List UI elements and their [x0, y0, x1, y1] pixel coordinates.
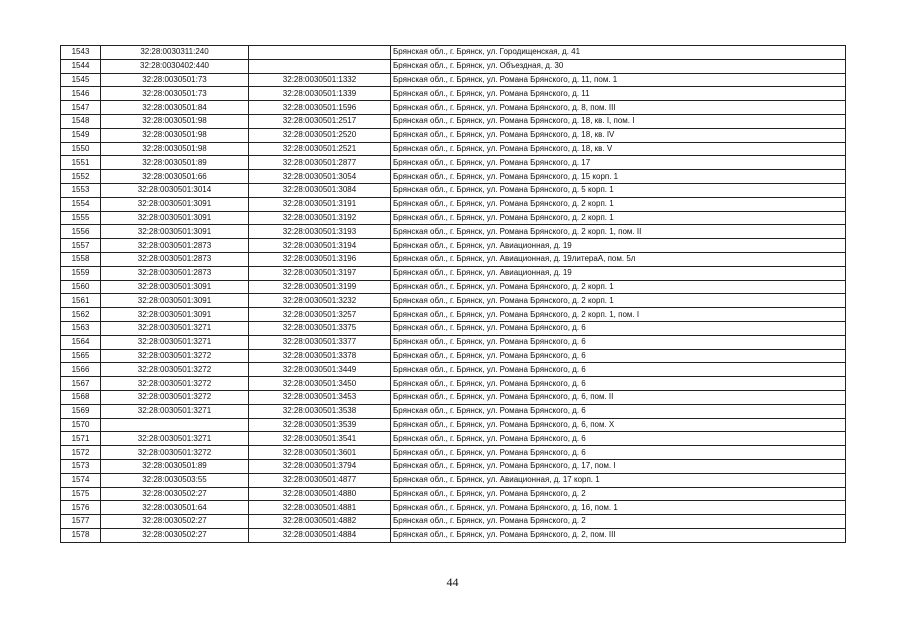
row-number-cell: 1552	[61, 170, 101, 184]
row-number-cell: 1548	[61, 114, 101, 128]
table-row	[61, 128, 846, 142]
row-number-cell: 1570	[61, 418, 101, 432]
object-number-cell: 32:28:0030501:3450	[249, 377, 391, 391]
address-cell: Брянская обл., г. Брянск, ул. Романа Брянского, д. 5 корп. 1	[391, 183, 846, 197]
row-number-cell: 1559	[61, 266, 101, 280]
table-row	[61, 73, 846, 87]
row-number-cell: 1567	[61, 377, 101, 391]
object-number-cell: 32:28:0030501:2520	[249, 128, 391, 142]
parcel-number-cell: 32:28:0030501:64	[101, 501, 249, 515]
row-number-cell: 1562	[61, 308, 101, 322]
table-row	[61, 377, 846, 391]
address-cell: Брянская обл., г. Брянск, ул. Романа Брянского, д. 2 корп. 1, пом. I	[391, 308, 846, 322]
object-number-cell: 32:28:0030501:1332	[249, 73, 391, 87]
object-number-cell: 32:28:0030501:3257	[249, 308, 391, 322]
object-number-cell: 32:28:0030501:3197	[249, 266, 391, 280]
object-number-cell: 32:28:0030501:3377	[249, 335, 391, 349]
table-row	[61, 211, 846, 225]
row-number-cell: 1561	[61, 294, 101, 308]
row-number-cell: 1563	[61, 321, 101, 335]
parcel-number-cell: 32:28:0030501:2873	[101, 252, 249, 266]
table-row	[61, 501, 846, 515]
address-cell: Брянская обл., г. Брянск, ул. Романа Брянского, д. 6	[391, 321, 846, 335]
parcel-number-cell: 32:28:0030501:3272	[101, 446, 249, 460]
table-row	[61, 418, 846, 432]
table-row	[61, 225, 846, 239]
table-row	[61, 87, 846, 101]
address-cell: Брянская обл., г. Брянск, ул. Романа Брянского, д. 6	[391, 349, 846, 363]
address-cell: Брянская обл., г. Брянск, ул. Романа Брянского, д. 18, кв. IV	[391, 128, 846, 142]
row-number-cell: 1556	[61, 225, 101, 239]
row-number-cell: 1555	[61, 211, 101, 225]
row-number-cell: 1550	[61, 142, 101, 156]
row-number-cell: 1572	[61, 446, 101, 460]
row-number-cell: 1568	[61, 390, 101, 404]
row-number-cell: 1575	[61, 487, 101, 501]
row-number-cell: 1549	[61, 128, 101, 142]
table-row	[61, 252, 846, 266]
parcel-number-cell: 32:28:0030501:73	[101, 73, 249, 87]
address-cell: Брянская обл., г. Брянск, ул. Романа Брянского, д. 6	[391, 432, 846, 446]
table-row	[61, 335, 846, 349]
parcel-number-cell: 32:28:0030501:3272	[101, 377, 249, 391]
table-row	[61, 390, 846, 404]
property-table	[60, 45, 846, 543]
address-cell: Брянская обл., г. Брянск, ул. Романа Брянского, д. 2	[391, 515, 846, 529]
table-row	[61, 515, 846, 529]
object-number-cell: 32:28:0030501:2521	[249, 142, 391, 156]
table-row	[61, 528, 846, 542]
parcel-number-cell: 32:28:0030501:3014	[101, 183, 249, 197]
table-row	[61, 239, 846, 253]
row-number-cell: 1569	[61, 404, 101, 418]
object-number-cell: 32:28:0030501:3191	[249, 197, 391, 211]
object-number-cell	[249, 59, 391, 73]
address-cell: Брянская обл., г. Брянск, ул. Городищенская, д. 41	[391, 46, 846, 60]
parcel-number-cell: 32:28:0030501:98	[101, 128, 249, 142]
address-cell: Брянская обл., г. Брянск, ул. Авиационная, д. 19литераА, пом. 5л	[391, 252, 846, 266]
address-cell: Брянская обл., г. Брянск, ул. Романа Брянского, д. 18, кв. I, пом. I	[391, 114, 846, 128]
parcel-number-cell: 32:28:0030501:66	[101, 170, 249, 184]
address-cell: Брянская обл., г. Брянск, ул. Романа Брянского, д. 6, пом. X	[391, 418, 846, 432]
table-row	[61, 197, 846, 211]
row-number-cell: 1564	[61, 335, 101, 349]
row-number-cell: 1545	[61, 73, 101, 87]
row-number-cell: 1547	[61, 101, 101, 115]
table-row	[61, 349, 846, 363]
parcel-number-cell: 32:28:0030501:3271	[101, 321, 249, 335]
address-cell: Брянская обл., г. Брянск, ул. Романа Брянского, д. 2 корп. 1	[391, 211, 846, 225]
object-number-cell: 32:28:0030501:4881	[249, 501, 391, 515]
row-number-cell: 1565	[61, 349, 101, 363]
address-cell: Брянская обл., г. Брянск, ул. Романа Брянского, д. 2 корп. 1	[391, 197, 846, 211]
object-number-cell: 32:28:0030501:3194	[249, 239, 391, 253]
row-number-cell: 1578	[61, 528, 101, 542]
parcel-number-cell: 32:28:0030501:84	[101, 101, 249, 115]
object-number-cell: 32:28:0030501:3378	[249, 349, 391, 363]
object-number-cell: 32:28:0030501:4877	[249, 473, 391, 487]
parcel-number-cell	[101, 418, 249, 432]
parcel-number-cell: 32:28:0030501:3271	[101, 432, 249, 446]
address-cell: Брянская обл., г. Брянск, ул. Романа Брянского, д. 2	[391, 487, 846, 501]
parcel-number-cell: 32:28:0030501:3271	[101, 404, 249, 418]
parcel-number-cell: 32:28:0030501:89	[101, 156, 249, 170]
table-row	[61, 473, 846, 487]
object-number-cell: 32:28:0030501:3193	[249, 225, 391, 239]
address-cell: Брянская обл., г. Брянск, ул. Романа Брянского, д. 8, пом. III	[391, 101, 846, 115]
parcel-number-cell: 32:28:0030501:98	[101, 142, 249, 156]
parcel-number-cell: 32:28:0030501:3271	[101, 335, 249, 349]
address-cell: Брянская обл., г. Брянск, ул. Объездная, д. 30	[391, 59, 846, 73]
row-number-cell: 1573	[61, 459, 101, 473]
parcel-number-cell: 32:28:0030501:2873	[101, 266, 249, 280]
row-number-cell: 1571	[61, 432, 101, 446]
object-number-cell: 32:28:0030501:3539	[249, 418, 391, 432]
parcel-number-cell: 32:28:0030501:3091	[101, 280, 249, 294]
object-number-cell: 32:28:0030501:3541	[249, 432, 391, 446]
object-number-cell: 32:28:0030501:4882	[249, 515, 391, 529]
address-cell: Брянская обл., г. Брянск, ул. Романа Брянского, д. 2 корп. 1	[391, 294, 846, 308]
object-number-cell: 32:28:0030501:3196	[249, 252, 391, 266]
object-number-cell: 32:28:0030501:3601	[249, 446, 391, 460]
parcel-number-cell: 32:28:0030501:3091	[101, 225, 249, 239]
table-row	[61, 308, 846, 322]
table-row	[61, 459, 846, 473]
table-row	[61, 432, 846, 446]
table-row	[61, 101, 846, 115]
table-row	[61, 487, 846, 501]
table-body	[61, 46, 846, 543]
table-row	[61, 156, 846, 170]
table-row	[61, 266, 846, 280]
object-number-cell: 32:28:0030501:1596	[249, 101, 391, 115]
object-number-cell: 32:28:0030501:3192	[249, 211, 391, 225]
address-cell: Брянская обл., г. Брянск, ул. Авиационная, д. 19	[391, 266, 846, 280]
address-cell: Брянская обл., г. Брянск, ул. Романа Брянского, д. 15 корп. 1	[391, 170, 846, 184]
row-number-cell: 1544	[61, 59, 101, 73]
parcel-number-cell: 32:28:0030501:3272	[101, 349, 249, 363]
object-number-cell	[249, 46, 391, 60]
address-cell: Брянская обл., г. Брянск, ул. Романа Брянского, д. 11	[391, 87, 846, 101]
table-row	[61, 446, 846, 460]
table-row	[61, 404, 846, 418]
parcel-number-cell: 32:28:0030501:3091	[101, 211, 249, 225]
table-row	[61, 294, 846, 308]
address-cell: Брянская обл., г. Брянск, ул. Романа Брянского, д. 11, пом. 1	[391, 73, 846, 87]
row-number-cell: 1546	[61, 87, 101, 101]
parcel-number-cell: 32:28:0030501:3091	[101, 294, 249, 308]
address-cell: Брянская обл., г. Брянск, ул. Романа Брянского, д. 6	[391, 377, 846, 391]
object-number-cell: 32:28:0030501:3054	[249, 170, 391, 184]
table-row	[61, 280, 846, 294]
parcel-number-cell: 32:28:0030503:55	[101, 473, 249, 487]
table-row	[61, 170, 846, 184]
table-row	[61, 363, 846, 377]
parcel-number-cell: 32:28:0030502:27	[101, 515, 249, 529]
row-number-cell: 1560	[61, 280, 101, 294]
address-cell: Брянская обл., г. Брянск, ул. Романа Брянского, д. 6	[391, 446, 846, 460]
table-row	[61, 142, 846, 156]
object-number-cell: 32:28:0030501:3199	[249, 280, 391, 294]
table-row	[61, 59, 846, 73]
object-number-cell: 32:28:0030501:4880	[249, 487, 391, 501]
parcel-number-cell: 32:28:0030501:89	[101, 459, 249, 473]
table-row	[61, 114, 846, 128]
object-number-cell: 32:28:0030501:3232	[249, 294, 391, 308]
row-number-cell: 1577	[61, 515, 101, 529]
table-row	[61, 46, 846, 60]
parcel-number-cell: 32:28:0030311:240	[101, 46, 249, 60]
row-number-cell: 1543	[61, 46, 101, 60]
parcel-number-cell: 32:28:0030501:98	[101, 114, 249, 128]
address-cell: Брянская обл., г. Брянск, ул. Романа Брянского, д. 2, пом. III	[391, 528, 846, 542]
parcel-number-cell: 32:28:0030501:3272	[101, 390, 249, 404]
parcel-number-cell: 32:28:0030501:3091	[101, 308, 249, 322]
address-cell: Брянская обл., г. Брянск, ул. Романа Брянского, д. 16, пом. 1	[391, 501, 846, 515]
address-cell: Брянская обл., г. Брянск, ул. Романа Брянского, д. 17	[391, 156, 846, 170]
object-number-cell: 32:28:0030501:3538	[249, 404, 391, 418]
row-number-cell: 1576	[61, 501, 101, 515]
address-cell: Брянская обл., г. Брянск, ул. Романа Брянского, д. 2 корп. 1, пом. II	[391, 225, 846, 239]
address-cell: Брянская обл., г. Брянск, ул. Романа Брянского, д. 6, пом. II	[391, 390, 846, 404]
parcel-number-cell: 32:28:0030402:440	[101, 59, 249, 73]
address-cell: Брянская обл., г. Брянск, ул. Авиационная, д. 19	[391, 239, 846, 253]
row-number-cell: 1566	[61, 363, 101, 377]
table-row	[61, 321, 846, 335]
object-number-cell: 32:28:0030501:4884	[249, 528, 391, 542]
address-cell: Брянская обл., г. Брянск, ул. Романа Брянского, д. 18, кв. V	[391, 142, 846, 156]
address-cell: Брянская обл., г. Брянск, ул. Романа Брянского, д. 6	[391, 404, 846, 418]
object-number-cell: 32:28:0030501:3794	[249, 459, 391, 473]
address-cell: Брянская обл., г. Брянск, ул. Романа Брянского, д. 6	[391, 335, 846, 349]
parcel-number-cell: 32:28:0030501:73	[101, 87, 249, 101]
row-number-cell: 1557	[61, 239, 101, 253]
object-number-cell: 32:28:0030501:3449	[249, 363, 391, 377]
parcel-number-cell: 32:28:0030502:27	[101, 528, 249, 542]
row-number-cell: 1558	[61, 252, 101, 266]
row-number-cell: 1554	[61, 197, 101, 211]
parcel-number-cell: 32:28:0030502:27	[101, 487, 249, 501]
parcel-number-cell: 32:28:0030501:2873	[101, 239, 249, 253]
object-number-cell: 32:28:0030501:3453	[249, 390, 391, 404]
row-number-cell: 1553	[61, 183, 101, 197]
address-cell: Брянская обл., г. Брянск, ул. Авиационная, д. 17 корп. 1	[391, 473, 846, 487]
table-row	[61, 183, 846, 197]
object-number-cell: 32:28:0030501:2517	[249, 114, 391, 128]
parcel-number-cell: 32:28:0030501:3091	[101, 197, 249, 211]
parcel-number-cell: 32:28:0030501:3272	[101, 363, 249, 377]
object-number-cell: 32:28:0030501:2877	[249, 156, 391, 170]
object-number-cell: 32:28:0030501:1339	[249, 87, 391, 101]
address-cell: Брянская обл., г. Брянск, ул. Романа Брянского, д. 17, пом. I	[391, 459, 846, 473]
object-number-cell: 32:28:0030501:3375	[249, 321, 391, 335]
object-number-cell: 32:28:0030501:3084	[249, 183, 391, 197]
row-number-cell: 1574	[61, 473, 101, 487]
address-cell: Брянская обл., г. Брянск, ул. Романа Брянского, д. 2 корп. 1	[391, 280, 846, 294]
row-number-cell: 1551	[61, 156, 101, 170]
page-number: 44	[446, 575, 459, 589]
address-cell: Брянская обл., г. Брянск, ул. Романа Брянского, д. 6	[391, 363, 846, 377]
